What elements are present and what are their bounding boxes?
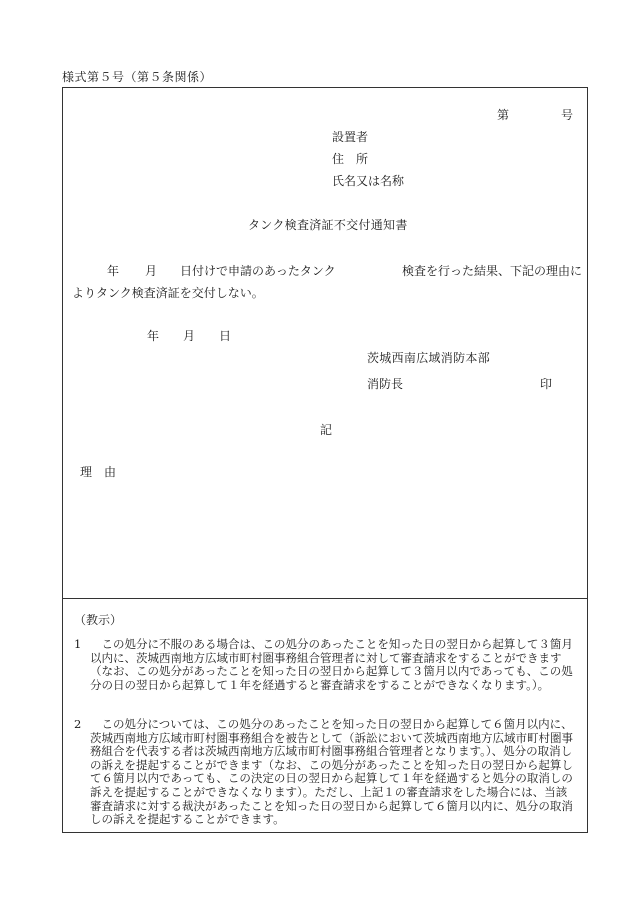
document-title: タンク検査済証不交付通知書 [248,218,408,232]
instruction-item-2 [68,718,576,827]
instruction-number: 1 [74,637,82,651]
ki-heading: 記 [320,423,333,437]
instruction-number: 2 [74,717,82,731]
issuer-position: 消防長 [367,377,404,391]
document-number-prefix: 第 [497,108,510,122]
notice-day-label: 日 [219,329,232,343]
name-label: 氏名又は名称 [332,174,405,188]
notice-year-label: 年 [147,329,160,343]
issuer-organization: 茨城西南広域消防本部 [367,351,491,365]
instruction-item-1 [68,638,576,692]
no-certificate-text: よりタンク検査済証を交付しない。 [72,286,264,300]
inspection-result-text: 検査を行った結果、下記の理由に [402,264,583,278]
application-day-text: 日付けで申請のあったタンク [180,264,336,278]
application-month-label: 月 [145,264,158,278]
document-number-suffix: 号 [561,108,574,122]
notice-month-label: 月 [183,329,196,343]
installer-label: 設置者 [332,130,369,144]
instructions-divider [62,598,588,599]
seal-mark: 印 [540,377,553,391]
address-label: 住 所 [332,152,369,166]
instruction-text: この処分に不服のある場合は、この処分のあったことを知った日の翌日から起算して３箇月以内に、茨城西南地方広域市町村圏事務組合管理者に対して審査請求をすることができます（なお、この処分があったことを知った日の翌日から起算して３箇月以内であっても、この処分の日の翌日から起算して１年を経過すると審査請求をすることができなくなります。）。 [90,637,573,692]
instruction-text: この処分については、この処分のあったことを知った日の翌日から起算して６箇月以内に、茨城西南地方広域市町村圏事務組合を被告として（訴訟において茨城西南地方広域市町村圏事務組合を代表する者は茨城西南地方広域市町村圏事務組合管理者となります。）、処分の取消しの訴えを提起することができます（なお、この処分があったことを知った日の翌日から起算して６箇月以内であっても、この決定の日の翌日から起算して１年を経過すると処分の取消しの訴えを提起することができなくなります）。ただし、上記１の審査請求をした場合には、当該審査請求に対する裁決があったことを知った日の翌日から起算して６箇月以内に、処分の取消しの訴えを提起することができます。 [90,717,573,827]
instructions-heading: （教示） [74,613,123,627]
reason-label: 理 由 [80,465,117,479]
application-year-label: 年 [107,264,120,278]
form-number-label: 様式第５号（第５条関係） [62,70,213,84]
